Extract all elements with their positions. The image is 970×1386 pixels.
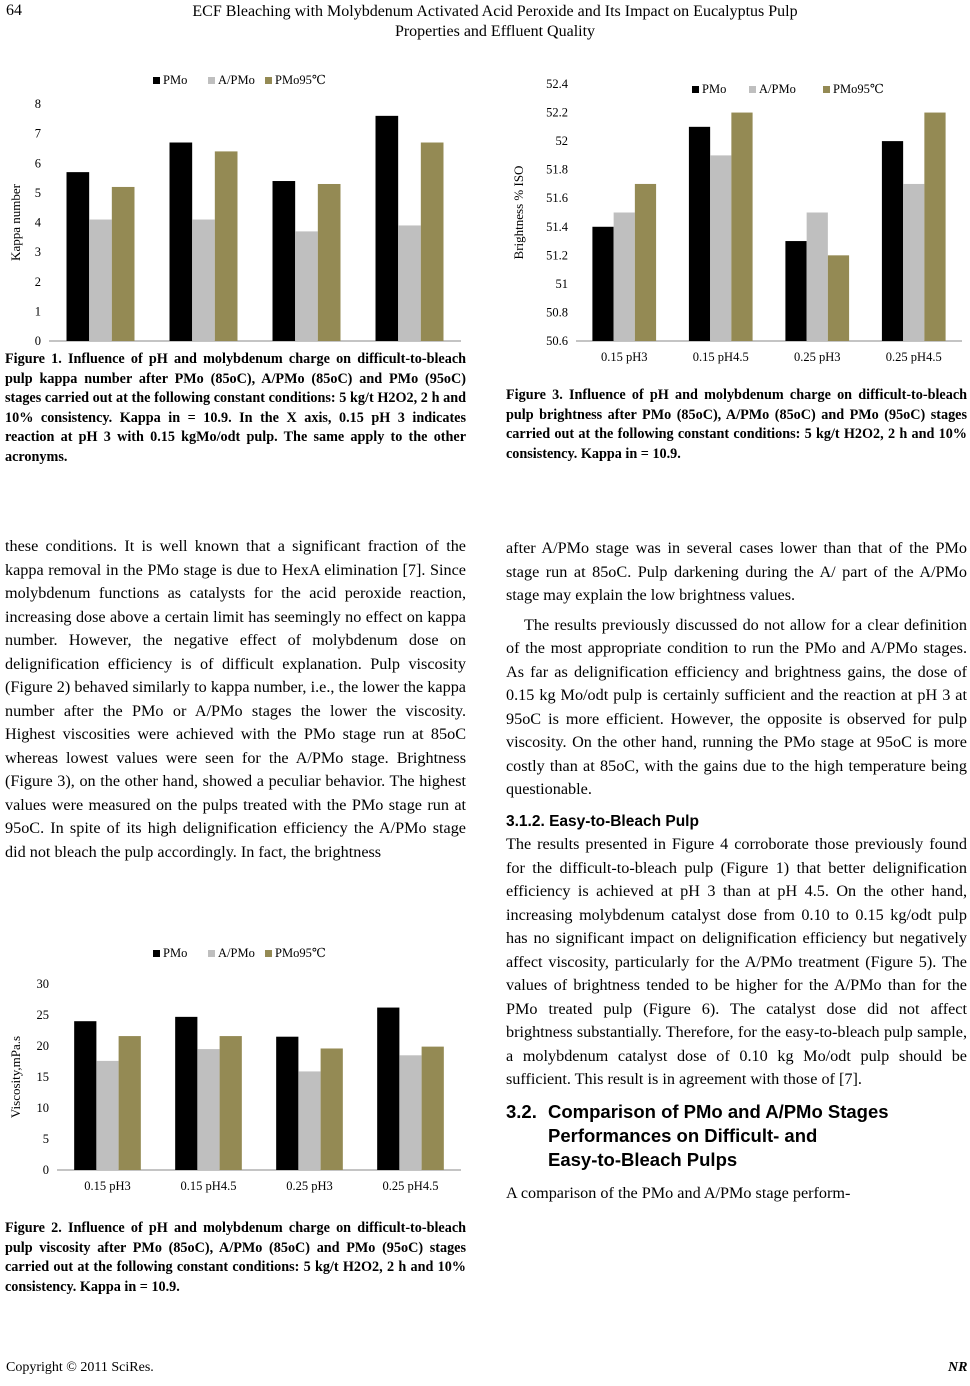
bar xyxy=(318,184,341,341)
bar xyxy=(192,220,215,341)
y-axis-label: Kappa number xyxy=(8,184,23,261)
y-tick-label: 5 xyxy=(42,1132,49,1146)
bar xyxy=(321,1048,343,1170)
legend-swatch xyxy=(153,950,160,957)
bar xyxy=(689,127,710,341)
bar xyxy=(89,220,112,341)
y-tick-label: 50.8 xyxy=(546,305,568,320)
right-paragraph-3: The results presented in Figure 4 corroborate those previously found for the difficult-to-bleach pulp (Figure 1) that better delignification efficiency is achieved at pH 3 than at pH 4.5. On the other hand, increasing molybdenum catalyst dose from 0.10 to 0.15 kg/odt pulp has no significant impact on delignification efficiency but negatively affect viscosity, particularly for the A/PMo treatment (Figure 5). The values of brightness tended to be higher for the A/PMo than for the PMo treated pulp (Figure 6). The catalyst dose did not affect brightness substantially. Therefore, for the easy-to-bleach pulp sample, a molybdenum catalyst dose of 0.10 kg Mo/odt pulp should be sufficient. This result is in agreement with those of [7]. xyxy=(506,835,967,1088)
y-tick-label: 0 xyxy=(42,1163,49,1177)
bar xyxy=(422,1047,444,1170)
section-title-line1: Comparison of PMo and A/PMo Stages xyxy=(548,1100,889,1122)
section-title-line3: Easy-to-Bleach Pulps xyxy=(548,1148,738,1170)
running-title-line2: Properties and Effluent Quality xyxy=(394,23,596,40)
bar xyxy=(903,184,924,341)
figure1-label: Figure 1. xyxy=(5,351,62,367)
bar xyxy=(635,184,656,341)
y-tick-label: 51.8 xyxy=(546,162,568,177)
y-tick-label: 51.4 xyxy=(546,219,568,234)
x-tick-label: 0.15 pH3 xyxy=(600,350,648,364)
bar xyxy=(421,143,444,341)
right-paragraph-1: after A/PMo stage was in several cases lower than that of the PMo stage run at 85oC. Pulp darkening during the A/ part of the A/PMo stage may explain the low brightness values. xyxy=(506,539,967,604)
left-paragraph: these conditions. It is well known that a significant fraction of the kappa removal in the PMo stage is due to HexA elimination [7]. Since molybdenum functions as catalysts for the acid peroxide reaction, increasing dose above a certain limit has seemingly no effect on kappa number. However, the negative effect of molybdenum dose on delignification efficiency is of difficult explanation. Pulp viscosity (Figure 2) behaved similarly to kappa number, i.e., the lower the kappa number after the PMo or A/PMo stages the lower the viscosity. Highest viscosities were achieved with the PMo stage run at 85oC whereas lowest values were seen for the A/PMo stage. Brightness (Figure 3), on the other hand, showed a peculiar behavior. The highest values were measured on the pulps treated with the PMo stage run at 95oC. In spite of its high delignification efficiency the A/PMo stage did not bleach the pulp accordingly. In fact, the brightness xyxy=(5,537,466,861)
bar xyxy=(220,1036,242,1170)
running-title xyxy=(60,2,930,42)
y-tick-label: 51.2 xyxy=(546,248,568,263)
bar xyxy=(295,231,318,341)
figure3-caption xyxy=(506,386,967,464)
left-body-text xyxy=(5,535,466,864)
right-body-text xyxy=(506,537,967,1205)
right-paragraph-4: A comparison of the PMo and A/PMo stage perform- xyxy=(506,1183,851,1202)
legend-label: PMo xyxy=(163,73,188,87)
bar xyxy=(112,187,135,341)
legend-swatch xyxy=(265,77,272,84)
y-tick-label: 51 xyxy=(555,276,568,291)
legend-swatch xyxy=(692,86,699,93)
bar xyxy=(399,1055,421,1170)
x-tick-label: 0.25 pH3 xyxy=(793,350,841,364)
bar xyxy=(170,143,193,341)
bar xyxy=(276,1037,298,1170)
bar xyxy=(731,113,752,341)
figure3-chart xyxy=(506,70,968,380)
bar xyxy=(298,1071,320,1170)
section-title-line2: Performances on Difficult- and xyxy=(548,1124,818,1146)
legend-label: PMo95℃ xyxy=(833,82,884,96)
y-tick-label: 52 xyxy=(555,134,568,149)
legend-label: PMo xyxy=(163,946,188,960)
bar xyxy=(119,1036,141,1170)
figure2-label: Figure 2. xyxy=(5,1220,62,1236)
y-tick-label: 25 xyxy=(36,1008,49,1022)
page-number: 64 xyxy=(6,2,22,19)
y-tick-label: 2 xyxy=(34,274,41,289)
y-tick-label: 6 xyxy=(34,156,41,171)
figure3-label: Figure 3. xyxy=(506,387,563,403)
legend-swatch xyxy=(265,950,272,957)
section-heading xyxy=(506,1100,967,1172)
bar xyxy=(175,1017,197,1170)
footer-journal: NR xyxy=(948,1360,968,1375)
bar xyxy=(614,213,635,342)
bar xyxy=(96,1061,118,1170)
legend-label: PMo xyxy=(702,82,727,96)
x-tick-label: 0.25 pH4.5 xyxy=(382,1179,439,1193)
bar xyxy=(215,151,238,341)
x-tick-label: 0.15 pH3 xyxy=(84,1179,131,1193)
right-paragraph-2: The results previously discussed do not allow for a clear definition of the most appropriate condition to run the PMo and A/PMo stages. As far as delignification efficiency and brightness gains, the dose of 0.15 kg Mo/odt pulp is certainly sufficient and the reaction at pH 3 at 95oC is more efficient. However, the opposite is observed for pulp viscosity. On the other hand, running the PMo stage at 95oC is more costly than at 85oC, with the gains due to the high temperature being questionable. xyxy=(506,615,967,798)
legend-label: PMo95℃ xyxy=(275,73,326,87)
figure2-chart xyxy=(5,942,467,1210)
y-axis-label: Viscosity,mPa.s xyxy=(8,1035,23,1119)
y-tick-label: 4 xyxy=(34,215,41,230)
bar xyxy=(74,1021,96,1170)
legend-swatch xyxy=(823,86,830,93)
bar xyxy=(785,241,806,341)
bar xyxy=(710,155,731,341)
legend-label: PMo95℃ xyxy=(275,946,326,960)
x-tick-label: 0.15 pH4.5 xyxy=(180,1179,237,1193)
x-tick-label: 0.15 pH4.5 xyxy=(692,350,749,364)
y-tick-label: 0 xyxy=(34,334,41,348)
footer-copyright: Copyright © 2011 SciRes. xyxy=(6,1360,154,1375)
x-tick-label: 0.25 pH4.5 xyxy=(885,350,942,364)
bar xyxy=(377,1008,399,1170)
legend-swatch xyxy=(208,77,215,84)
legend-swatch xyxy=(153,77,160,84)
bar xyxy=(924,113,945,341)
y-tick-label: 3 xyxy=(34,245,41,260)
bar xyxy=(592,227,613,341)
y-tick-label: 20 xyxy=(36,1039,49,1053)
y-tick-label: 51.6 xyxy=(546,191,568,206)
figure3-caption-text: Influence of pH and molybdenum charge on difficult-to-bleach pulp brightness after PMo (85oC), A/PMo (85oC) and PMo (95oC) stages carried out at the following constant conditions: 5 kg/t H2O2, 2 h and 10% consistency. Kappa in = 10.9. xyxy=(506,387,968,462)
legend-swatch xyxy=(208,950,215,957)
figure2-caption-text: Influence of pH and molybdenum charge on difficult-to-bleach pulp viscosity after PMo (85oC), A/PMo (85oC) and PMo (95oC) stages carried out at the following constant conditions: 5 kg/t H2O2, 2 h and 10% consistency. Kappa in = 10.9. xyxy=(5,1220,467,1295)
section-number: 3.2. xyxy=(506,1100,537,1122)
figure1-caption xyxy=(5,350,466,467)
figure2-caption xyxy=(5,1219,466,1297)
legend-label: A/PMo xyxy=(218,946,255,960)
y-tick-label: 7 xyxy=(34,126,41,141)
bar xyxy=(398,225,421,341)
y-tick-label: 15 xyxy=(36,1070,49,1084)
bar xyxy=(197,1049,219,1170)
y-axis-label: Brightness % ISO xyxy=(511,165,526,260)
y-tick-label: 10 xyxy=(36,1101,49,1115)
y-tick-label: 5 xyxy=(34,185,41,200)
bar xyxy=(882,141,903,341)
figure1-chart xyxy=(5,70,467,348)
legend-label: A/PMo xyxy=(218,73,255,87)
bar xyxy=(828,255,849,341)
x-tick-label: 0.25 pH3 xyxy=(286,1179,333,1193)
y-tick-label: 50.6 xyxy=(546,334,568,348)
section-title xyxy=(548,1100,889,1172)
y-tick-label: 8 xyxy=(34,97,41,111)
y-tick-label: 1 xyxy=(34,304,41,319)
legend-label: A/PMo xyxy=(759,82,796,96)
y-tick-label: 52.2 xyxy=(546,105,568,120)
bar xyxy=(376,116,399,341)
legend-swatch xyxy=(749,86,756,93)
bar xyxy=(273,181,296,341)
bar xyxy=(807,213,828,342)
figure1-caption-text: Influence of pH and molybdenum charge on difficult-to-bleach pulp kappa number after PMo (85oC), A/PMo (85oC) and PMo (95oC) stages carried out at the following constant conditions: 5 kg/t H2O2, 2 h and 10% consistency. Kappa in = 10.9. In the X axis, 0.15 pH 3 indicates reaction at pH 3 with 0.15 kgMo/odt pulp. The same apply to the other acronyms. xyxy=(5,351,467,465)
y-tick-label: 30 xyxy=(36,977,49,991)
bar xyxy=(67,172,90,341)
y-tick-label: 52.4 xyxy=(546,77,568,91)
running-title-line1: ECF Bleaching with Molybdenum Activated Acid Peroxide and Its Impact on Eucalyptus Pulp xyxy=(192,3,798,20)
subsection-title: 3.1.2. Easy-to-Bleach Pulp xyxy=(506,812,699,830)
